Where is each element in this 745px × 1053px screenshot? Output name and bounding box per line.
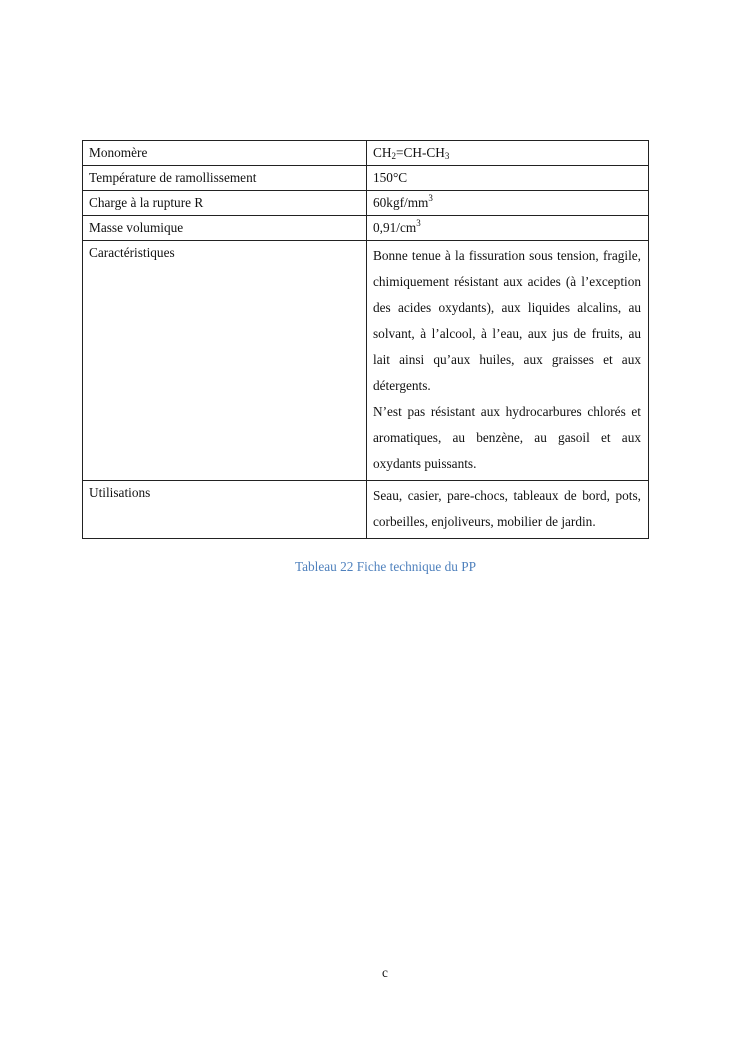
row-label: Charge à la rupture R <box>83 191 367 216</box>
row-value: $CH_2=CH-CH_3$ <box>367 141 649 166</box>
row-label: Masse volumique <box>83 216 367 241</box>
table-caption: Tableau 22 Fiche technique du PP <box>294 559 477 574</box>
table-row <box>83 241 649 481</box>
row-value <box>367 241 649 481</box>
row-value: 150°C <box>367 166 649 191</box>
row-value: $60kgf/mm^3$ <box>367 191 649 216</box>
table-row <box>83 191 649 216</box>
table-row <box>83 216 649 241</box>
spec-table <box>82 140 649 539</box>
row-value <box>367 481 649 539</box>
paragraph: N’est pas résistant aux hydrocarbures chlorés et aromatiques, au benzène, au gasoil et aux oxydants puissants. <box>373 404 641 471</box>
row-label: Caractéristiques <box>83 241 367 481</box>
row-label: Utilisations <box>83 481 367 539</box>
row-label: Température de ramollissement <box>83 166 367 191</box>
table-row <box>83 166 649 191</box>
paragraph: Seau, casier, pare-chocs, tableaux de bord, pots, corbeilles, enjoliveurs, mobilier de jardin. <box>373 488 641 529</box>
table-row <box>83 141 649 166</box>
page-number: c <box>382 965 388 980</box>
paragraph: Bonne tenue à la fissuration sous tension, fragile, chimiquement résistant aux acides (à l’exception des acides oxydants), aux liquides alcalins, au solvant, à l’alcool, à l’eau, aux jus de fruits, au lait ainsi qu’aux huiles, aux graisses et aux détergents. <box>373 248 641 393</box>
row-value: $0,91/cm^3$ <box>367 216 649 241</box>
row-label: Monomère <box>83 141 367 166</box>
table-row <box>83 481 649 539</box>
